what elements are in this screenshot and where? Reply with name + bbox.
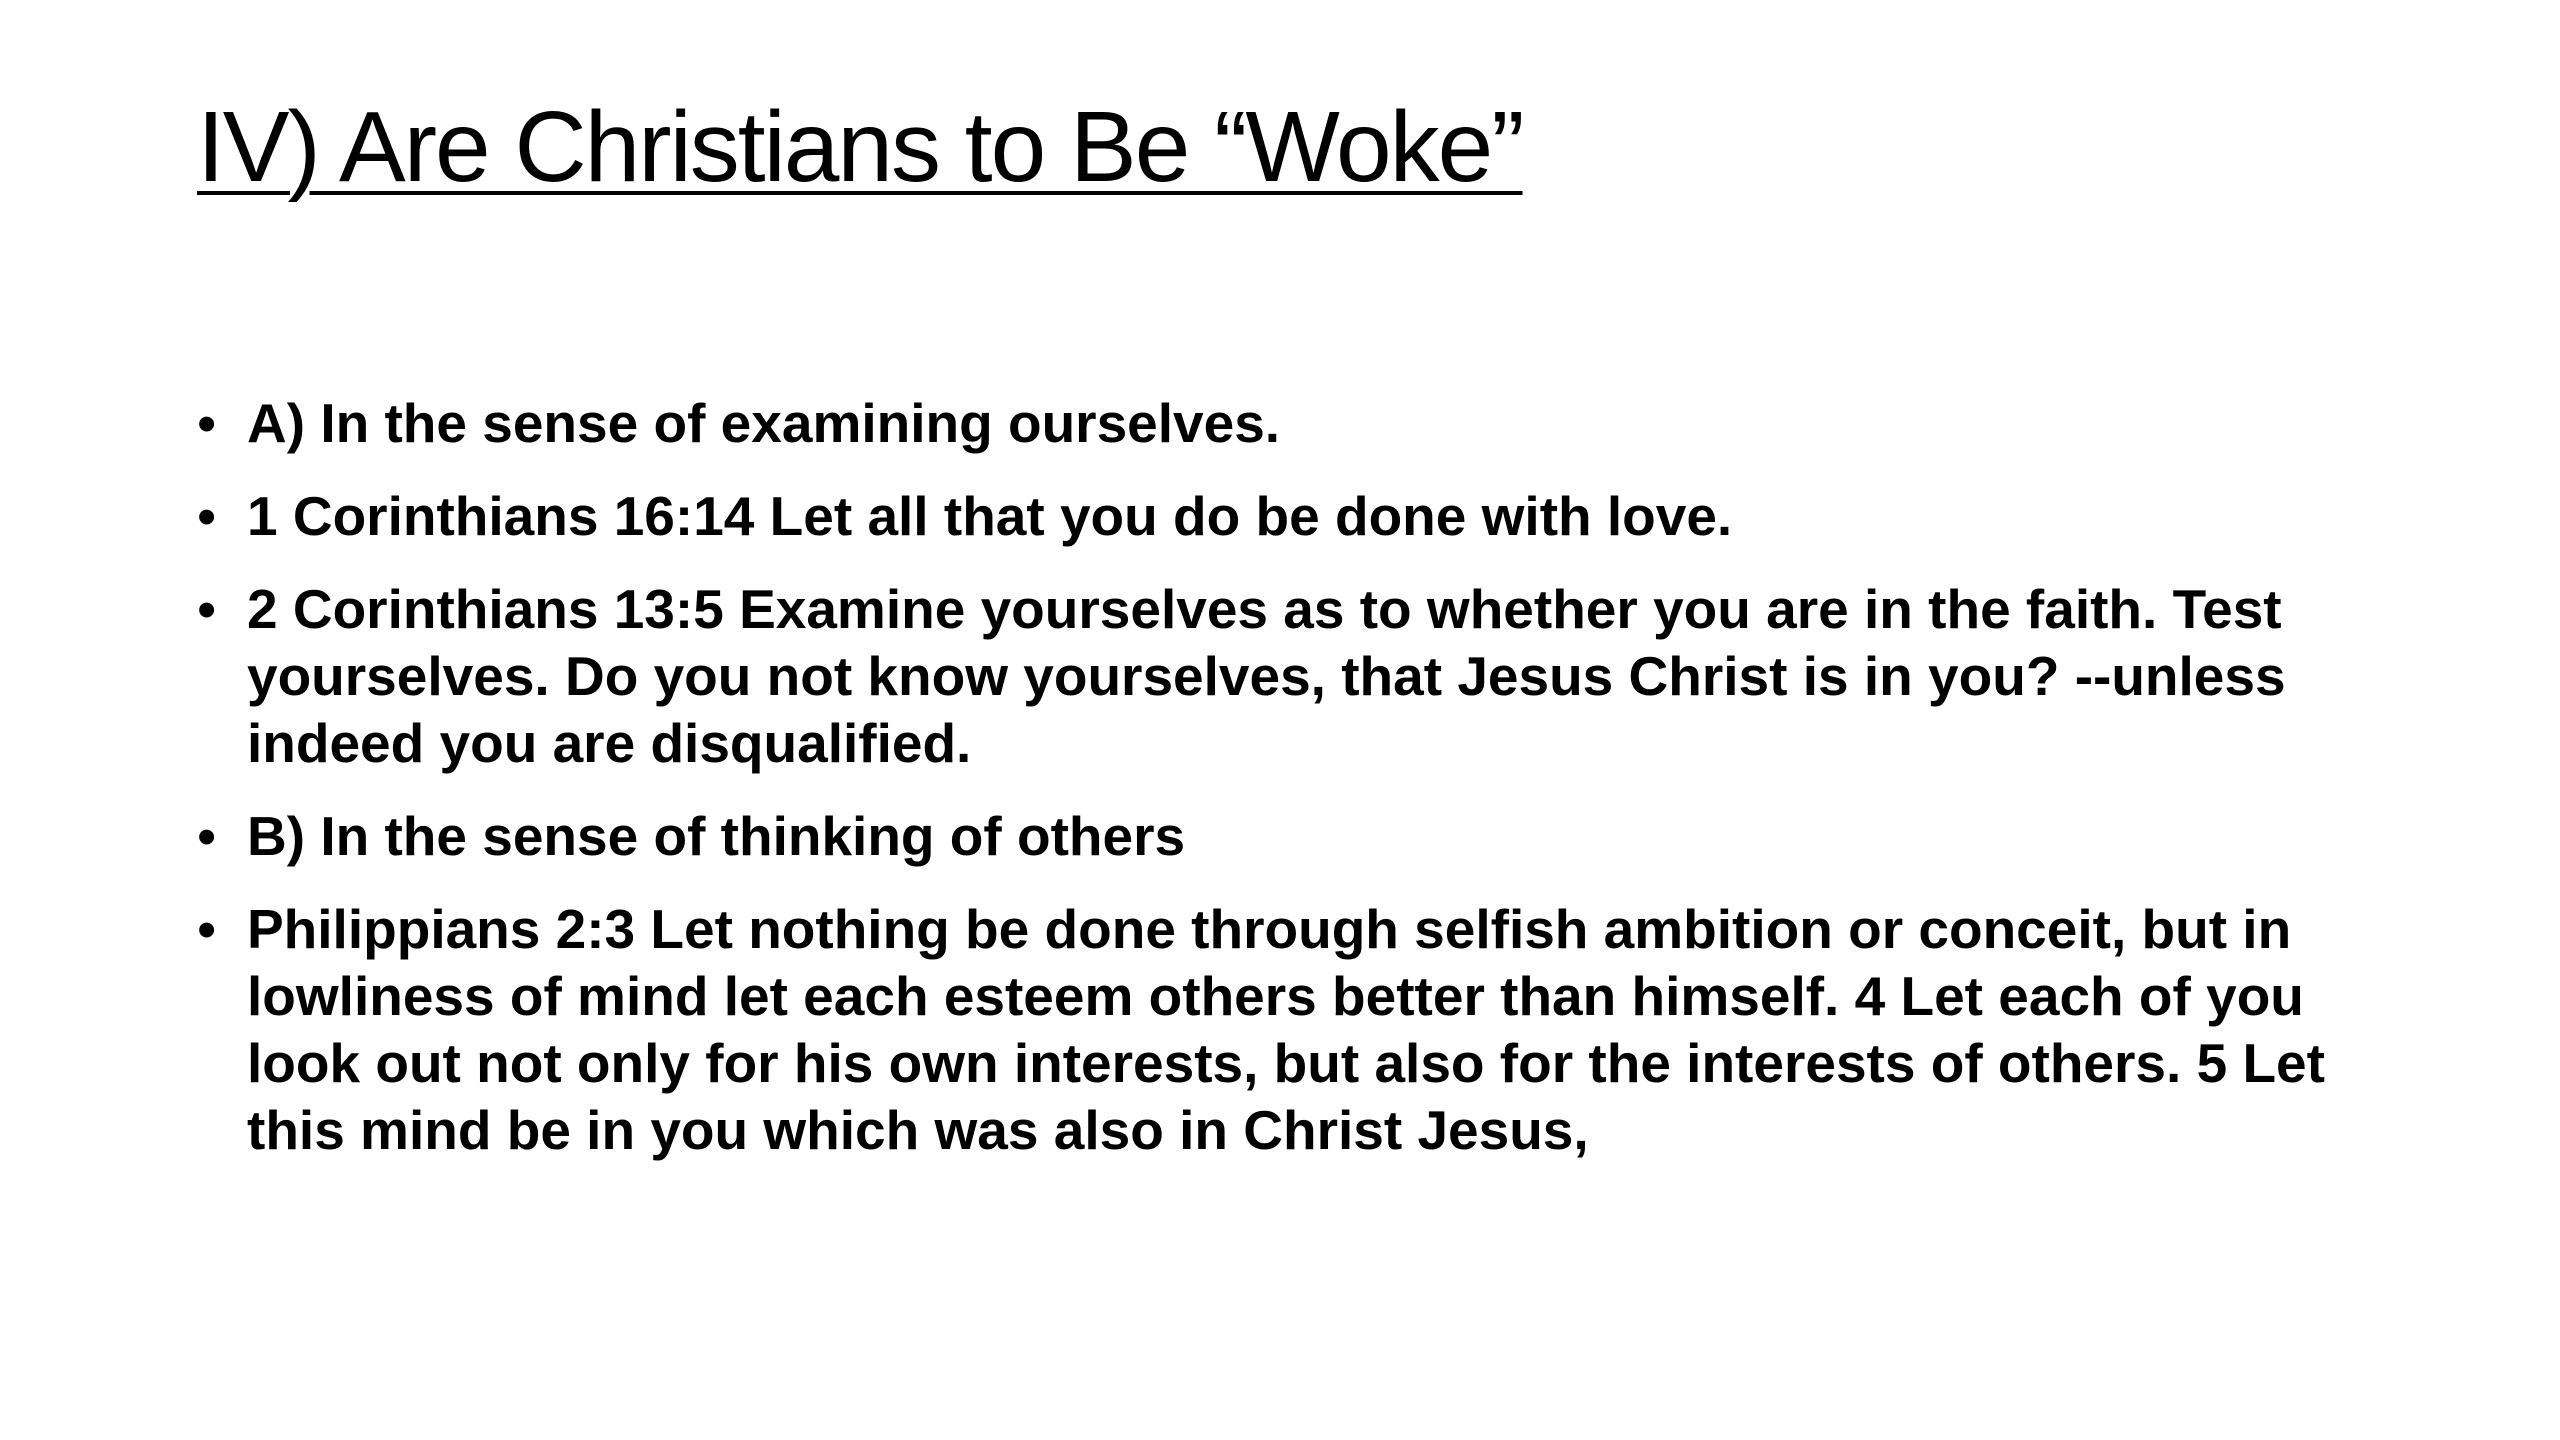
bullet-text: A) In the sense of examining ourselves.	[247, 392, 1281, 454]
bullet-text: 2 Corinthians 13:5 Examine yourselves as to whether you are in the faith. Test yourselves. Do you not know yourselves, that Jesus Christ is in you? --unless indeed you are disqualified.	[247, 578, 2286, 774]
bullet-text: B) In the sense of thinking of others	[247, 805, 1186, 867]
bullet-icon: •	[197, 485, 217, 547]
bullet-item	[197, 576, 2397, 777]
bullet-icon: •	[197, 392, 217, 454]
bullet-item	[197, 390, 2397, 457]
bullet-list	[197, 390, 2397, 1190]
bullet-text: 1 Corinthians 16:14 Let all that you do be done with love.	[247, 485, 1733, 547]
bullet-icon: •	[197, 578, 217, 640]
slide-title: IV) Are Christians to Be “Woke”	[197, 91, 1523, 203]
bullet-item	[197, 803, 2397, 870]
bullet-text: Philippians 2:3 Let nothing be done through selfish ambition or conceit, but in lowliness of mind let each esteem others better than himself. 4 Let each of you look out not only for his own interests, but also for the interests of others. 5 Let this mind be in you which was also in Christ Jesus,	[247, 898, 2325, 1161]
bullet-icon: •	[197, 805, 217, 867]
bullet-item	[197, 483, 2397, 550]
bullet-item	[197, 896, 2397, 1164]
bullet-icon: •	[197, 898, 217, 960]
